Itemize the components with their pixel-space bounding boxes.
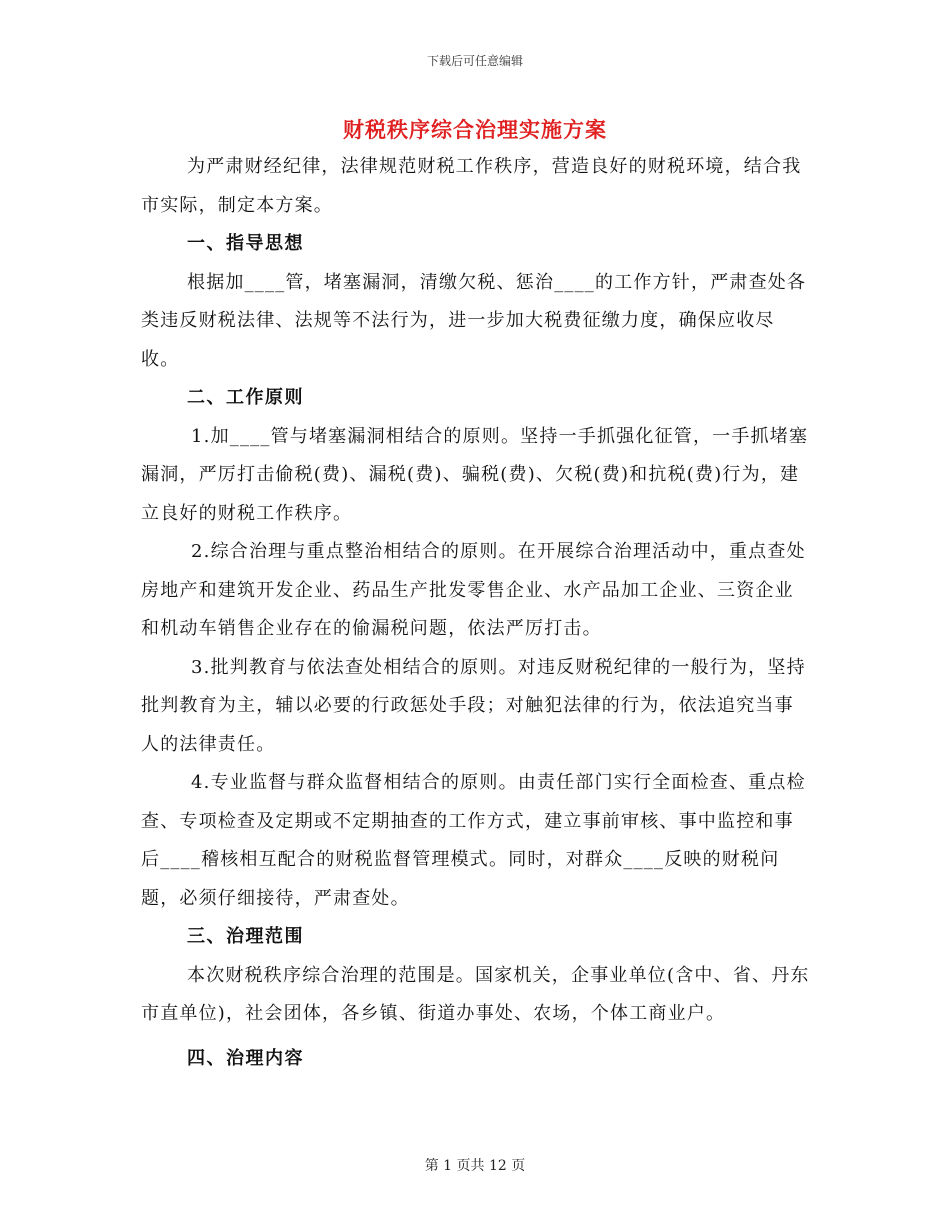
section-text-scope: 本次财税秩序综合治理的范围是。国家机关，企事业单位(含中、省、丹东市直单位)，社会团体，各乡镇、街道办事处、农场，个体工商业户。 [141,964,810,1024]
principle-paragraph-4: 4.专业监督与群众监督相结合的原则。由责任部门实行全面检查、重点检查、专项检查及定期或不定期抽查的工作方式，建立事前审核、事中监控和事后____稽核相互配合的财税监督管理模式。同时，对群众____反映的财税问题，必须仔细接待，严肃查处。 [141,772,806,909]
page-footer: 第 1 页共 12 页 [424,1158,526,1174]
document-title: 财税秩序综合治理实施方案 [343,117,607,142]
section-heading-principles: 二、工作原则 [187,387,304,408]
principle-paragraph-1: 1.加____管与堵塞漏洞相结合的原则。坚持一手抓强化征管，一手抓堵塞漏洞，严厉打击偷税(费)、漏税(费)、骗税(费)、欠税(费)和抗税(费)行为，建立良好的财税工作秩序。 [141,425,809,524]
intro-paragraph: 为严肃财经纪律，法律规范财税工作秩序，营造良好的财税环境，结合我市实际，制定本方案。 [141,156,802,216]
document-body [141,148,811,1078]
section-heading-scope: 三、治理范围 [187,926,304,947]
section-heading-guiding-thought: 一、指导思想 [187,233,304,254]
principle-paragraph-3: 3.批判教育与依法查处相结合的原则。对违反财税纪律的一般行为，坚持批判教育为主，辅以必要的行政惩处手段；对触犯法律的行为，依法追究当事人的法律责任。 [141,656,806,755]
header-note: 下载后可任意编辑 [426,54,523,68]
section-heading-content: 四、治理内容 [187,1047,304,1069]
section-text-guiding-thought: 根据加____管，堵塞漏洞，清缴欠税、惩治____的工作方针，严肃查处各类违反财税法律、法规等不法行为，进一步加大税费征缴力度，确保应收尽收。 [141,271,807,370]
principle-paragraph-2: 2.综合治理与重点整治相结合的原则。在开展综合治理活动中，重点查处房地产和建筑开发企业、药品生产批发零售企业、水产品加工企业、三资企业和机动车销售企业存在的偷漏税问题，依法严厉打击。 [141,541,806,639]
